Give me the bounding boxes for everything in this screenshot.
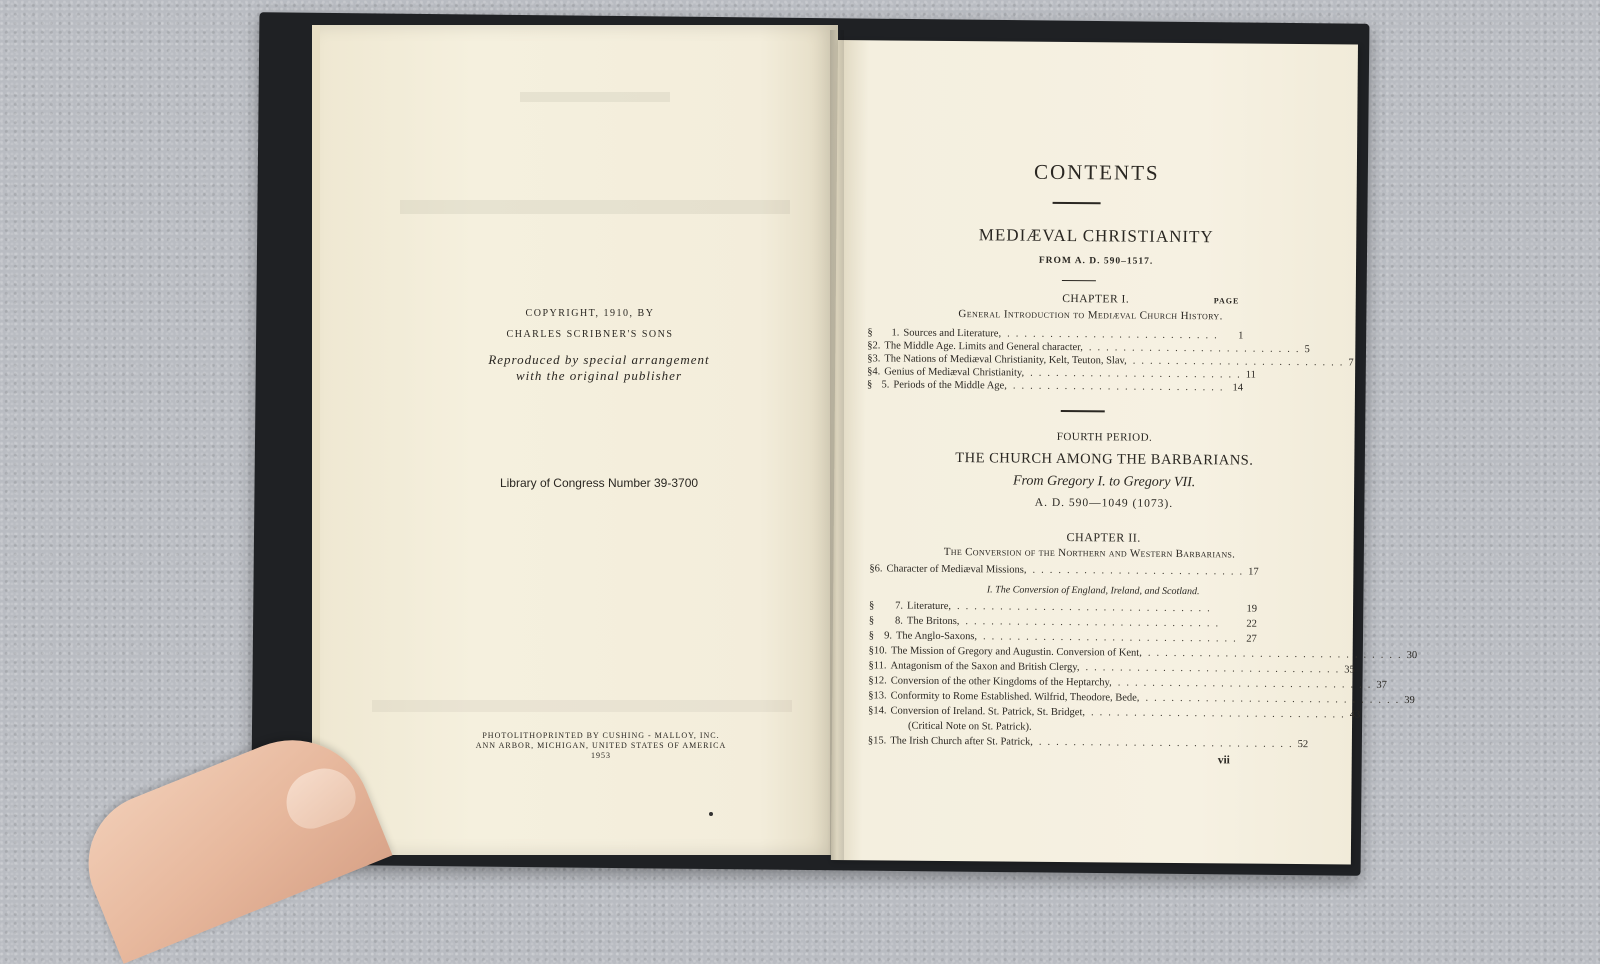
printer-line-1: PHOTOLITHOPRINTED BY CUSHING - MALLOY, INC. xyxy=(482,731,720,740)
period-subtitle: From Gregory I. to Gregory VII. xyxy=(1012,473,1196,491)
subsection-heading: I. The Conversion of England, Ireland, and Scotland. xyxy=(986,584,1200,598)
toc-row: § 10. The Mission of Gregory and Augustin. Conversion of Kent, .............................. 30 xyxy=(868,645,1418,662)
toc-row: § 12. Conversion of the other Kingdoms of the Heptarchy, .............................. 37 xyxy=(868,675,1387,691)
toc-row: § 14. Conversion of Ireland. St. Patrick, St. Bridget, .............................. 43 xyxy=(868,705,1361,721)
page-folio: vii xyxy=(1217,754,1230,767)
period-dates: A. D. 590—1049 (1073). xyxy=(1034,496,1174,510)
critical-note: (Critical Note on St. Patrick). xyxy=(907,720,1032,733)
toc-row: § 7. Literature, .............................. 19 xyxy=(869,600,1258,615)
page-column-header: PAGE xyxy=(1213,296,1240,306)
contents-page xyxy=(831,40,1418,865)
divider-rule xyxy=(1061,410,1105,412)
toc-row: § 1. Sources and Literature, ......................... 1 xyxy=(867,327,1244,342)
section-title: MEDIÆVAL CHRISTIANITY xyxy=(978,225,1214,247)
toc-row: § 2. The Middle Age. Limits and General character, ......................... 5 xyxy=(867,340,1310,356)
toc-row: § 5. Periods of the Middle Age, ......................... 14 xyxy=(866,379,1244,394)
copyright-line: COPYRIGHT, 1910, BY xyxy=(525,308,655,319)
toc-row: § 4. Genius of Mediæval Christianity, ......................... 11 xyxy=(867,366,1256,381)
library-of-congress-number: Library of Congress Number 39-3700 xyxy=(499,476,699,490)
bleed-through-title xyxy=(520,92,670,108)
reproduced-line-2: with the original publisher xyxy=(515,368,683,383)
bleed-through-title xyxy=(400,200,790,220)
reproduced-line-1: Reproduced by special arrangement xyxy=(488,352,710,367)
toc-row: § 11. Antagonism of the Saxon and British Clergy, .............................. 35 xyxy=(868,660,1355,676)
period-title: THE CHURCH AMONG THE BARBARIANS. xyxy=(955,450,1254,469)
publisher-line: CHARLES SCRIBNER'S SONS xyxy=(506,329,674,340)
chapter1-title: General Introduction to Mediæval Church History. xyxy=(958,308,1223,323)
section-dates: FROM A. D. 590–1517. xyxy=(1038,255,1154,267)
contents-heading: CONTENTS xyxy=(1033,159,1160,185)
printer-year: 1953 xyxy=(591,751,611,760)
toc-row: § 3. The Nations of Mediæval Christianity, Kelt, Teuton, Slav, ......................... 7 xyxy=(867,353,1354,369)
toc-row: § 8. The Britons, .............................. 22 xyxy=(868,615,1257,630)
toc-row: § 9. The Anglo-Saxons, .............................. 27 xyxy=(868,630,1257,645)
toc-row: § 6. Character of Mediæval Missions, ......................... 17 xyxy=(869,563,1259,578)
period-label: FOURTH PERIOD. xyxy=(1056,430,1153,444)
right-page xyxy=(831,40,1418,865)
toc-row: § 15. The Irish Church after St. Patrick, .............................. 52 xyxy=(867,735,1309,751)
bleed-through-publisher xyxy=(372,700,792,716)
printer-line-2: ANN ARBOR, MICHIGAN, UNITED STATES OF AMERICA xyxy=(475,741,727,750)
divider-rule xyxy=(1062,280,1096,281)
toc-row: § 13. Conformity to Rome Established. Wilfrid, Theodore, Bede, .............................. 39 xyxy=(868,690,1415,707)
chapter2-label: CHAPTER II. xyxy=(1066,530,1141,545)
chapter2-title: The Conversion of the Northern and Western Barbarians. xyxy=(943,545,1236,561)
divider-rule xyxy=(1053,202,1101,204)
ink-dot xyxy=(709,812,713,816)
chapter1-label: CHAPTER I. xyxy=(1062,292,1130,306)
